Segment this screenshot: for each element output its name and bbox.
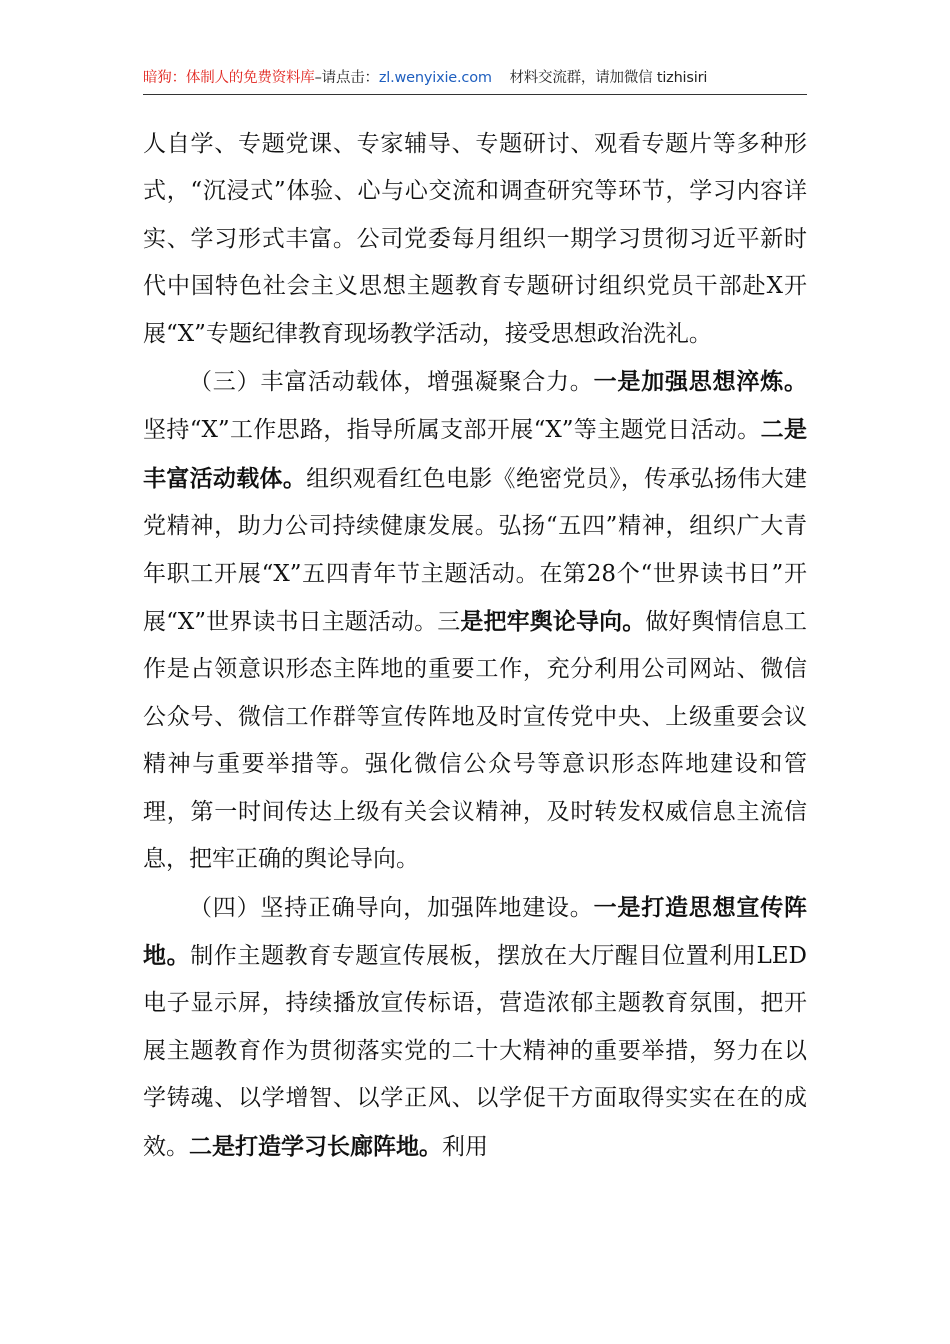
header-click-label: –请点击： — [314, 70, 379, 86]
bold-heading-run: 是把牢舆论导向。 — [460, 608, 646, 636]
bold-heading-run: 一是加强思想淬炼。 — [593, 368, 808, 396]
text-run: 人自学、专题党课、专家辅导、专题研讨、观看专题片等多种形式，“沉浸式”体验、心与心交流和调查研究等环节，学习内容详实、学习形式丰富。公司党委每月组织一期学习贯彻习近平新时代中国特色社会主义思想主题教育专题研讨组织党员干部赴X开展“X”专题纪律教育现场教学活动，接受思想政治洗礼。 — [143, 131, 807, 347]
bold-heading-run: 二是打造学习长廊阵地。 — [189, 1132, 442, 1160]
header-brand: 暗狗：体制人的免费资料库 — [143, 70, 315, 86]
text-run: （三）丰富活动载体，增强凝聚合力。 — [189, 369, 594, 396]
text-run: 制作主题教育专题宣传展板，摆放在大厅醒目位置利用LED电子显示屏，持续播放宣传标语，营造浓郁主题教育氛围，把开展主题教育作为贯彻落实党的二十大精神的重要举措，努力在以学铸魂、以学增智、以学正风、以学促干方面取得实实在在的成效。 — [143, 942, 807, 1160]
header-url-link[interactable]: zl.wenyixie.com — [378, 70, 492, 86]
text-run: 坚持“X”工作思路，指导所属支部开展“X”等主题党日活动。 — [143, 417, 761, 444]
body-paragraph — [143, 121, 807, 358]
page-header — [143, 66, 807, 87]
body-paragraph — [143, 358, 807, 883]
header-wechat-note: 材料交流群，请加微信 tizhisiri — [509, 70, 708, 86]
bold-heading-run: 一是打造思想宣传阵地。 — [143, 893, 808, 969]
text-run: （四）坚持正确导向，加强阵地建设。 — [189, 894, 594, 921]
text-run: 组织观看红色电影《绝密党员》，传承弘扬伟大建党精神，助力公司持续健康发展。弘扬“五四”精神，组织广大青年职工开展“X”五四青年节主题活动。在第28个“世界读书日”开展“X”世界读书日主题活动。三 — [143, 465, 808, 636]
body-paragraph — [143, 884, 807, 1171]
bold-heading-run: 二是丰富活动载体。 — [143, 416, 808, 492]
text-run: 做好舆情信息工作是占领意识形态主阵地的重要工作，充分利用公司网站、微信公众号、微信工作群等宣传阵地及时宣传党中央、上级重要会议精神与重要举措等。强化微信公众号等意识形态阵地建设和管理，第一时间传达上级有关会议精神，及时转发权威信息主流信息，把牢正确的舆论导向。 — [143, 609, 808, 873]
header-divider — [143, 94, 807, 95]
document-body — [143, 121, 807, 1171]
text-run: 利用 — [442, 1133, 488, 1160]
